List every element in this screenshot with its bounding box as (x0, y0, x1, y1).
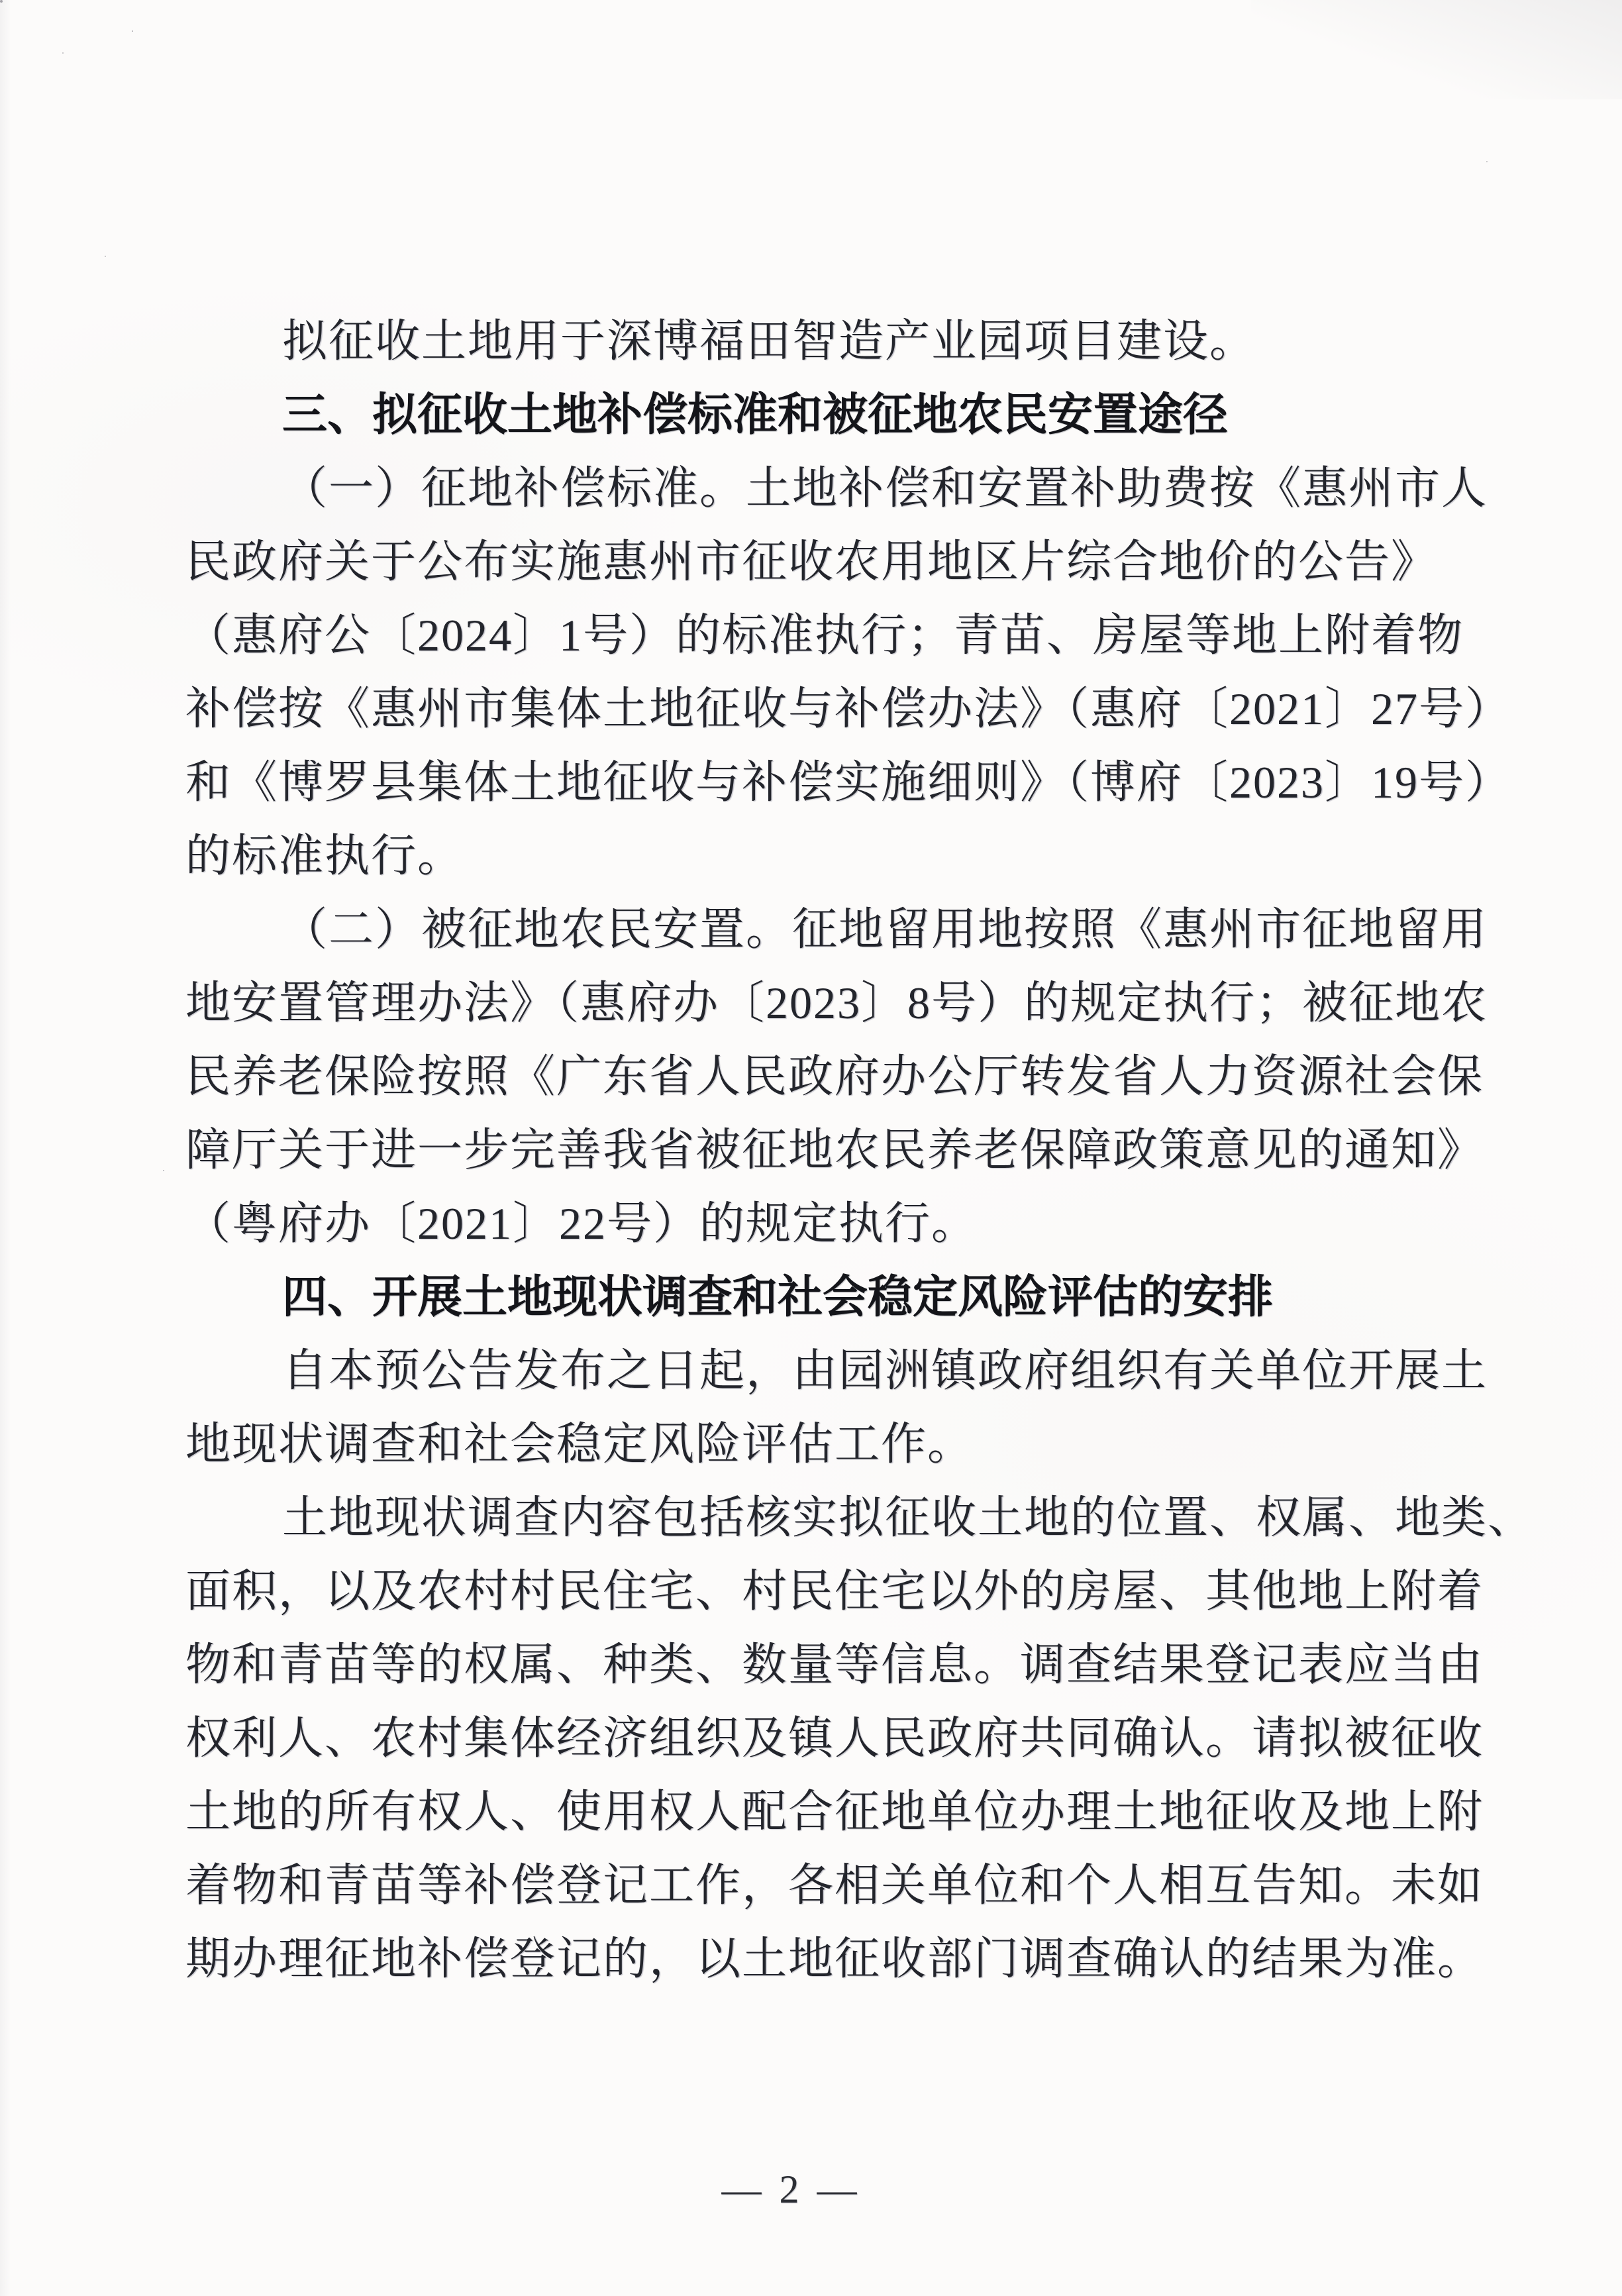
text-line: （二）被征地农民安置。征地留用地按照《惠州市征地留用 (282, 904, 1488, 955)
text-line: 期办理征地补偿登记的，以土地征收部门调查确认的结果为准。 (185, 1934, 1484, 1984)
text-line: （惠府公〔2024〕1号）的标准执行；青苗、房屋等地上附着物 (185, 610, 1464, 660)
text-line: 自本预公告发布之日起，由园洲镇政府组织有关单位开展土 (282, 1345, 1488, 1396)
text-line: 地现状调查和社会稳定风险评估工作。 (185, 1419, 974, 1469)
page-footer (0, 2167, 1602, 2211)
text-line: 土地现状调查内容包括核实拟征收土地的位置、权属、地类、 (282, 1492, 1535, 1543)
text-line: 着物和青苗等补偿登记工作，各相关单位和个人相互告知。未如 (185, 1860, 1484, 1910)
section-heading: 三、拟征收土地补偿标准和被征地农民安置途径 (282, 390, 1229, 440)
document-body (185, 305, 1535, 1996)
text-line: 民政府关于公布实施惠州市征收农用地区片综合地价的公告》 (185, 537, 1438, 587)
text-line: 民养老保险按照《广东省人民政府办公厅转发省人力资源社会保 (185, 1051, 1484, 1102)
text-line: 障厅关于进一步完善我省被征地农民养老保障政策意见的通知》 (185, 1125, 1484, 1175)
scan-dust-specks (0, 0, 1, 1)
text-line: 土地的所有权人、使用权人配合征地单位办理土地征收及地上附 (185, 1787, 1484, 1837)
text-line: （一）征地补偿标准。土地补偿和安置补助费按《惠州市人 (282, 463, 1488, 513)
text-line: 面积，以及农村村民住宅、村民住宅以外的房屋、其他地上附着 (185, 1566, 1484, 1616)
text-line: 地安置管理办法》（惠府办〔2023〕8号）的规定执行；被征地农 (185, 978, 1488, 1028)
text-line: （粤府办〔2021〕22号）的规定执行。 (185, 1198, 978, 1249)
section-heading: 四、开展土地现状调查和社会稳定风险评估的安排 (282, 1272, 1274, 1322)
scan-shading-artifact (1251, 0, 1622, 99)
text-line: 和《博罗县集体土地征收与补偿实施细则》（博府〔2023〕19号） (185, 757, 1512, 808)
text-line: 权利人、农村集体经济组织及镇人民政府共同确认。请拟被征收 (185, 1713, 1484, 1763)
text-line: 补偿按《惠州市集体土地征收与补偿办法》（惠府〔2021〕27号） (185, 684, 1512, 734)
text-line: 的标准执行。 (185, 831, 464, 881)
text-line: 拟征收土地用于深博福田智造产业园项目建设。 (282, 316, 1256, 366)
page-number: — 2 — (721, 2167, 861, 2211)
scan-edge-artifact (0, 0, 11, 2296)
text-line: 物和青苗等的权属、种类、数量等信息。调查结果登记表应当由 (185, 1640, 1484, 1690)
